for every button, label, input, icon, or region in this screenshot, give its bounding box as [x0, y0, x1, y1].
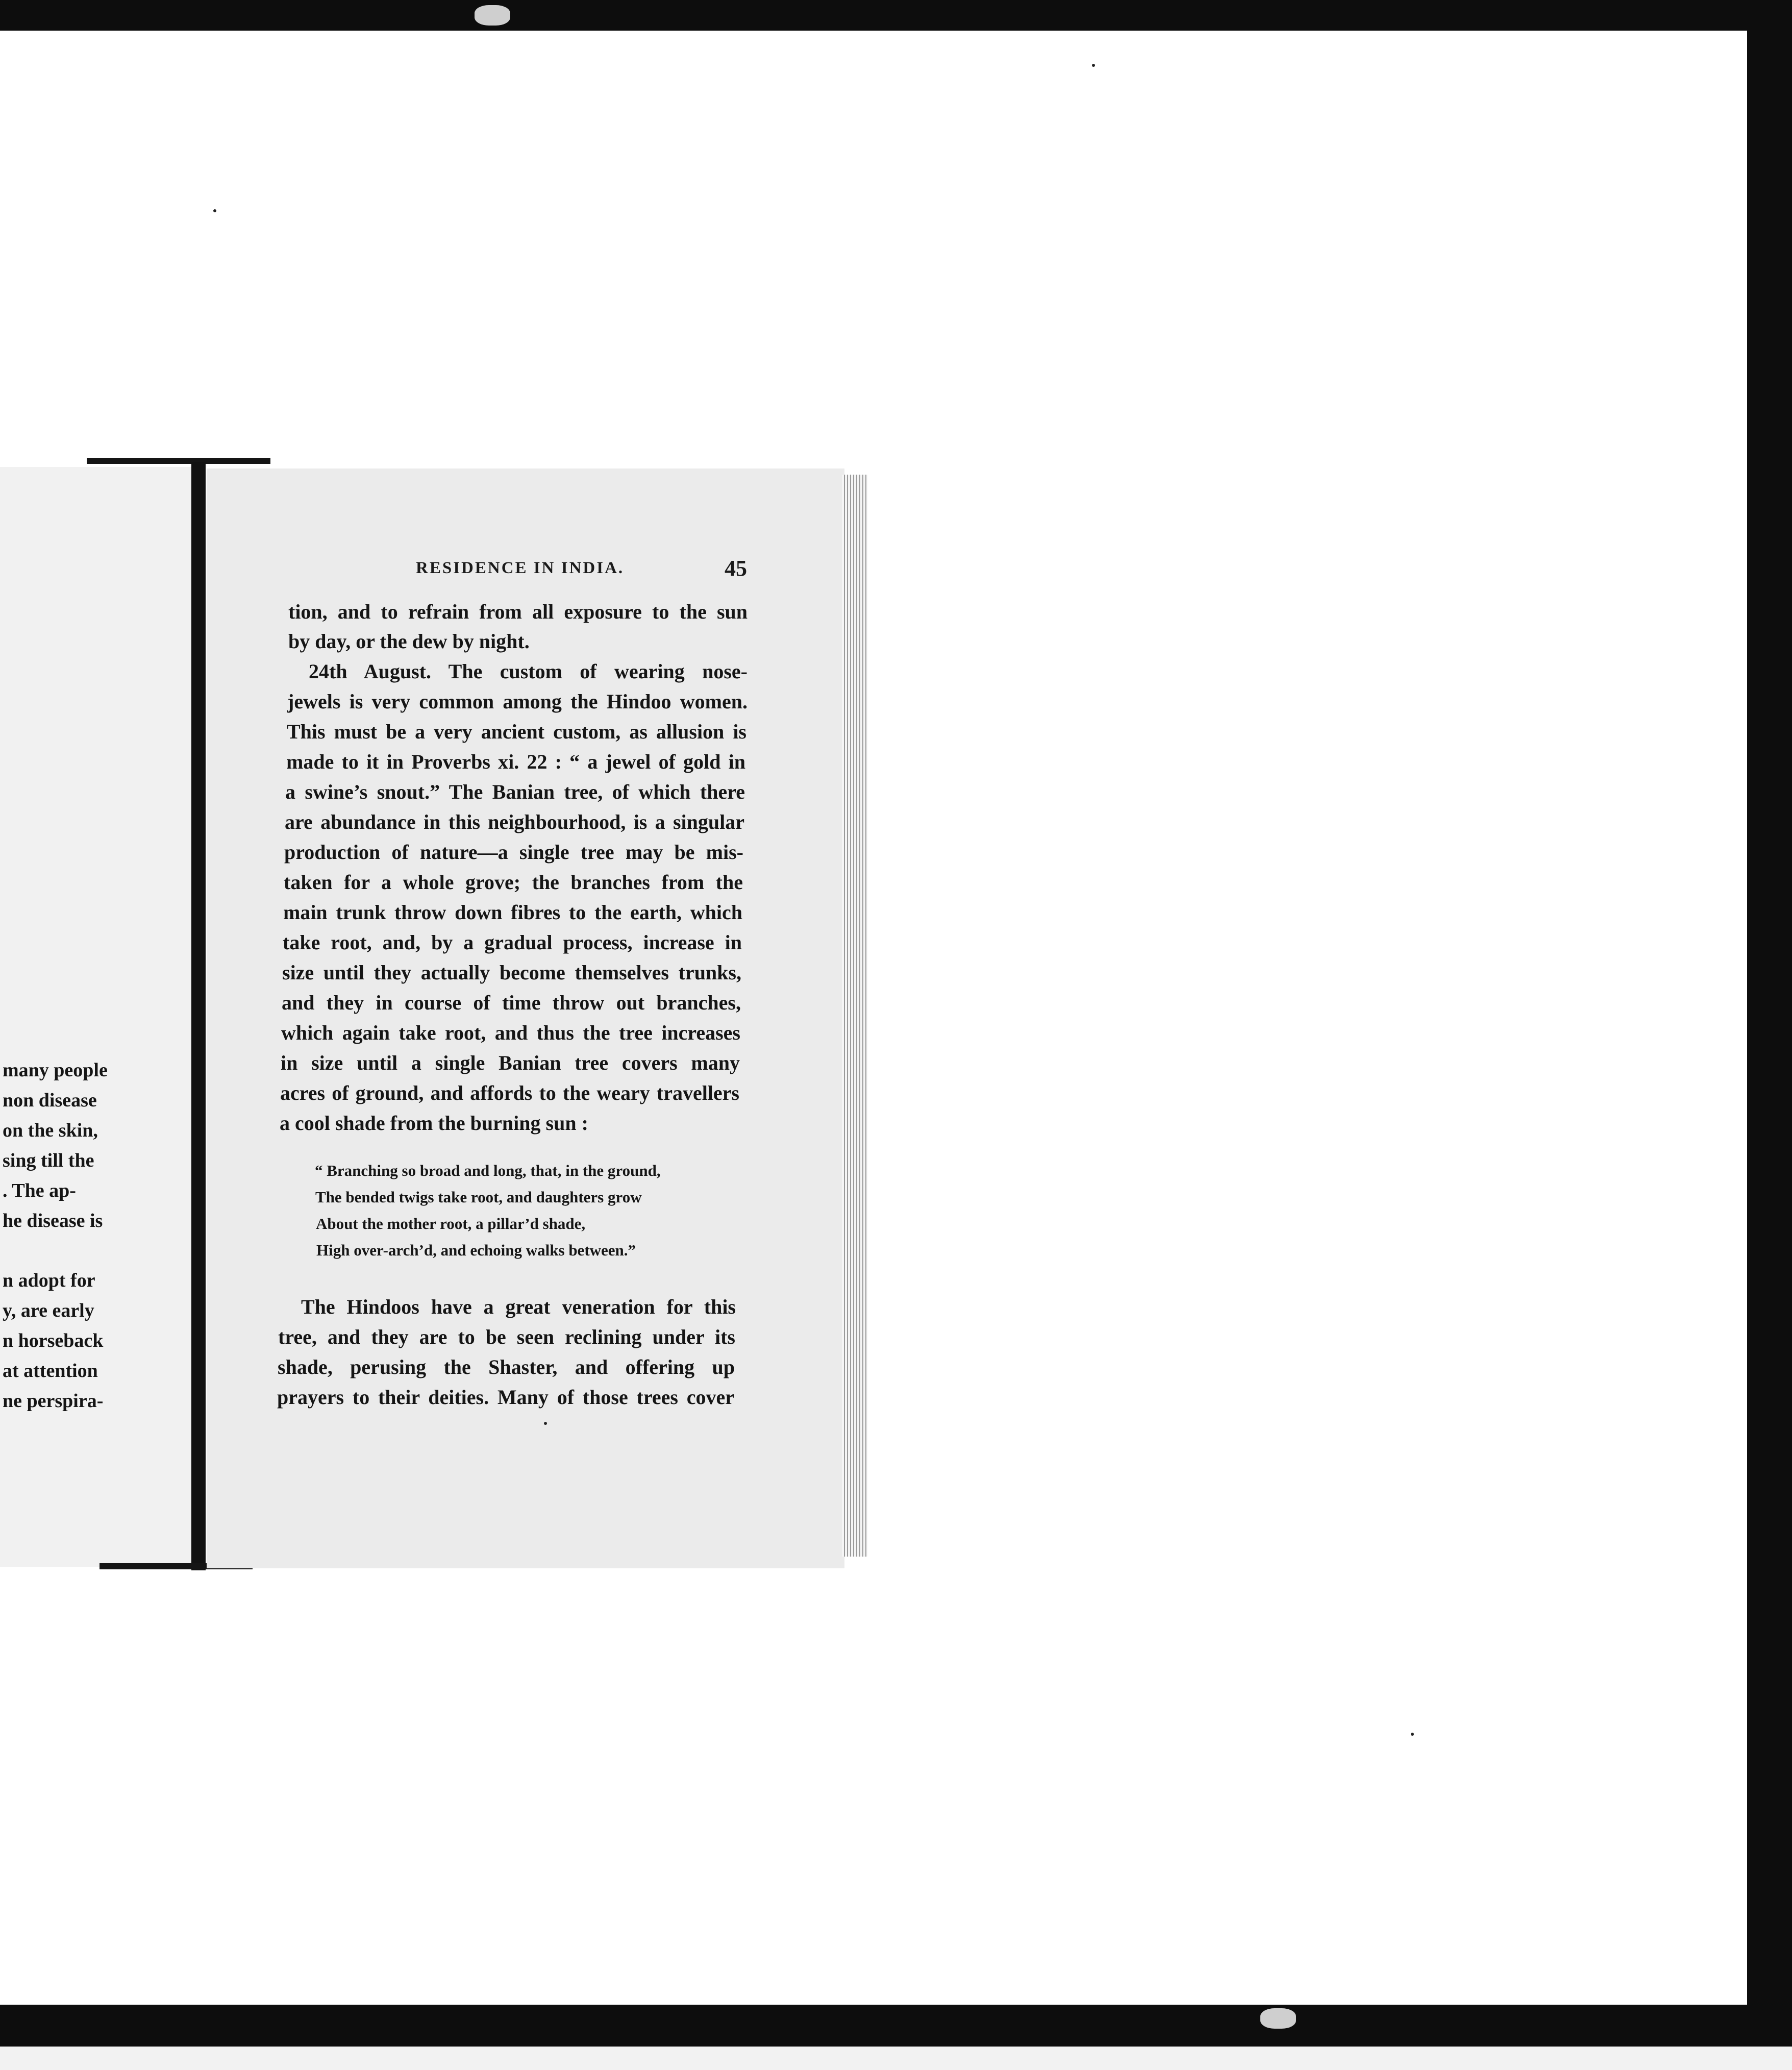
paragraph-line: and they in course of time throw out branches, — [282, 991, 741, 1014]
paragraph-line: main trunk throw down fibres to the earth, which — [283, 901, 742, 924]
left-page-text — [0, 467, 193, 1567]
verse-line: High over-arch’d, and echoing walks between.” — [316, 1241, 636, 1259]
paragraph-line: made to it in Proverbs xi. 22 : “ a jewel of gold in — [286, 750, 745, 773]
paragraph-line: tion, and to refrain from all exposure to the sun — [288, 600, 748, 623]
left-line-10: at attention — [3, 1360, 98, 1382]
paragraph-line: taken for a whole grove; the branches from the — [284, 871, 743, 894]
film-mark-top — [475, 5, 510, 26]
left-line-3: on the skin, — [3, 1120, 98, 1141]
verse-line: “ Branching so broad and long, that, in the ground, — [315, 1162, 661, 1179]
paragraph-line: 24th August. The custom of wearing nose- — [309, 660, 748, 683]
verse-line: The bended twigs take root, and daughters grow — [315, 1188, 642, 1206]
paragraph-line: size until they actually become themselves trunks, — [282, 961, 741, 984]
left-line-4: sing till the — [3, 1150, 94, 1171]
paragraph-line: tree, and they are to be seen reclining under its — [278, 1325, 735, 1348]
paragraph-line: This must be a very ancient custom, as allusion is — [287, 720, 746, 743]
left-line-11: ne perspira- — [3, 1390, 104, 1412]
left-line-9: n horseback — [3, 1330, 104, 1351]
page-number: 45 — [725, 556, 747, 581]
left-line-8: y, are early — [3, 1300, 94, 1321]
paragraph-line: take root, and, by a gradual process, increase in — [283, 931, 742, 954]
paragraph-line: which again take root, and thus the tree increases — [281, 1021, 740, 1044]
paragraph-line: by day, or the dew by night. — [288, 630, 530, 653]
film-bottom-strip — [0, 2047, 1792, 2070]
left-page — [0, 467, 193, 1567]
running-head: RESIDENCE IN INDIA. — [416, 559, 625, 577]
paragraph-line: in size until a single Banian tree covers many — [281, 1051, 740, 1074]
paragraph-line: production of nature—a single tree may be mis- — [284, 841, 743, 864]
film-speck — [1092, 64, 1095, 67]
paragraph-line: acres of ground, and affords to the weary travellers — [280, 1081, 739, 1104]
paragraph-line: a swine’s snout.” The Banian tree, of which there — [285, 780, 745, 803]
left-line-1: many people — [3, 1059, 108, 1081]
page-edges — [842, 475, 867, 1557]
left-line-6: he disease is — [3, 1210, 103, 1231]
gutter-top-rule — [87, 458, 270, 464]
film-speck — [544, 1422, 547, 1425]
paragraph-line: prayers to their deities. Many of those trees cover — [277, 1386, 734, 1409]
film-mark-bottom — [1260, 2008, 1296, 2029]
left-line-5: . The ap- — [3, 1180, 76, 1201]
film-speck — [1411, 1733, 1414, 1736]
verse-line: About the mother root, a pillar’d shade, — [316, 1215, 586, 1233]
book-gutter — [191, 462, 206, 1570]
film-speck — [213, 209, 216, 212]
paragraph-line: a cool shade from the burning sun : — [280, 1112, 588, 1135]
left-line-2: non disease — [3, 1090, 97, 1111]
paragraph-line: The Hindoos have a great veneration for this — [301, 1295, 736, 1318]
left-line-7: n adopt for — [3, 1270, 95, 1291]
paragraph-line: are abundance in this neighbourhood, is a singular — [285, 810, 744, 833]
paragraph-line: shade, perusing the Shaster, and offering up — [278, 1356, 735, 1378]
paragraph-line: jewels is very common among the Hindoo women. — [287, 690, 748, 713]
